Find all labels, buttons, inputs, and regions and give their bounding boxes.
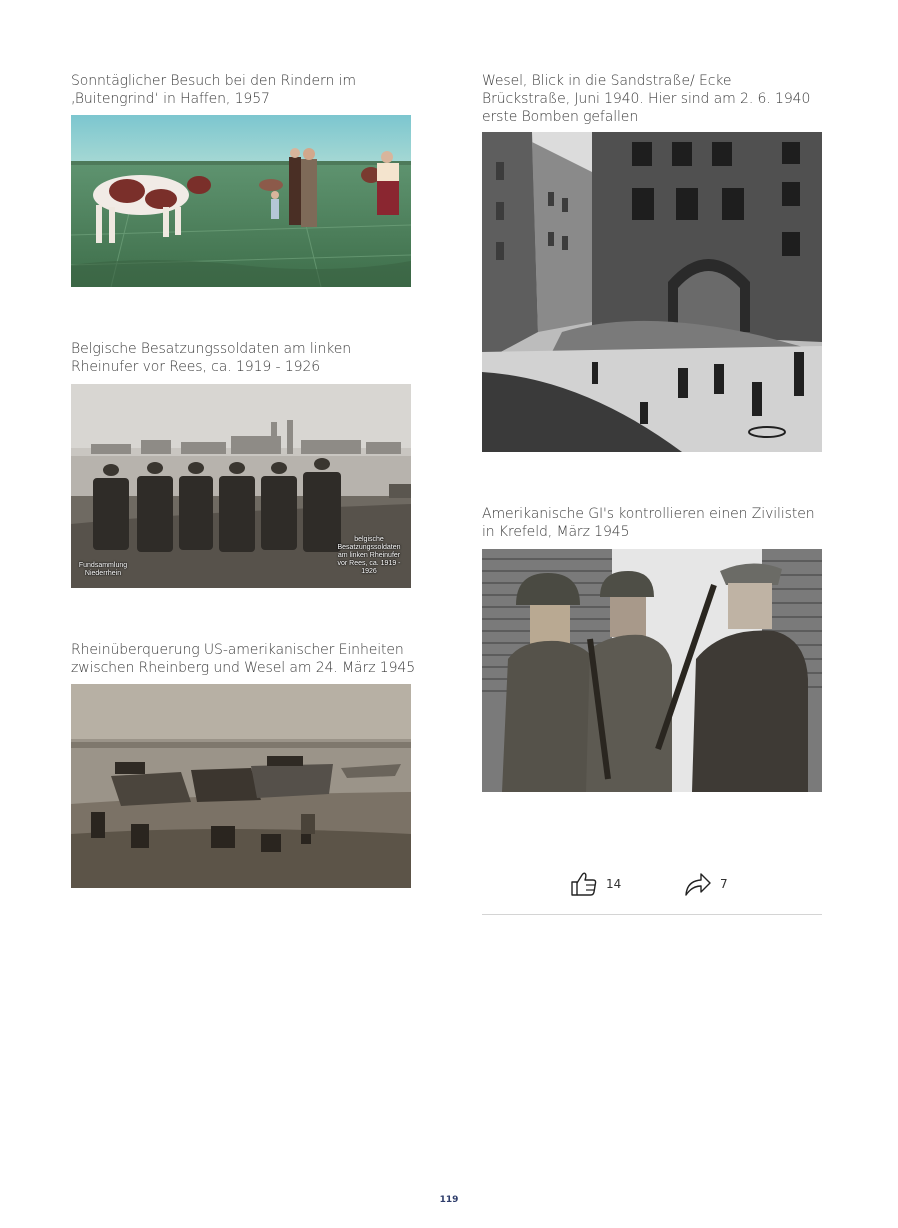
photo-gis	[482, 549, 822, 792]
caption-cows: Sonntäglicher Besuch bei den Rindern im ‚Buitengrind‘ in Haffen, 1957	[71, 73, 356, 107]
photo-soldiers	[71, 384, 411, 588]
photo-label-caption: belgische Besatzungssoldaten am linken Rheinufer vor Rees, ca. 1919 - 1926	[337, 536, 401, 575]
caption-wesel: Wesel, Blick in die Sandstraße/ Ecke Brückstraße, Juni 1940. Hier sind am 2. 6. 1940 erste Bomben gefallen	[482, 73, 811, 125]
share-button[interactable]	[684, 871, 728, 897]
caption-soldiers: Belgische Besatzungssoldaten am linken Rheinufer vor Rees, ca. 1919 - 1926	[71, 341, 352, 375]
like-count: 14	[606, 877, 622, 891]
thumbs-up-icon	[570, 871, 598, 897]
divider	[482, 914, 822, 915]
caption-crossing: Rheinüberquerung US-amerikanischer Einheiten zwischen Rheinberg und Wesel am 24. März 1945	[71, 642, 416, 676]
share-arrow-icon	[684, 871, 712, 897]
photo-wesel	[482, 132, 822, 452]
share-count: 7	[720, 877, 728, 891]
page-number: 119	[439, 1195, 459, 1205]
photo-label-source: Fundsammlung Niederrhein	[78, 562, 128, 577]
photo-cows	[71, 115, 411, 287]
caption-gis: Amerikanische GI's kontrollieren einen Zivilisten in Krefeld, März 1945	[482, 506, 815, 540]
like-button[interactable]	[570, 871, 621, 897]
photo-crossing	[71, 684, 411, 888]
